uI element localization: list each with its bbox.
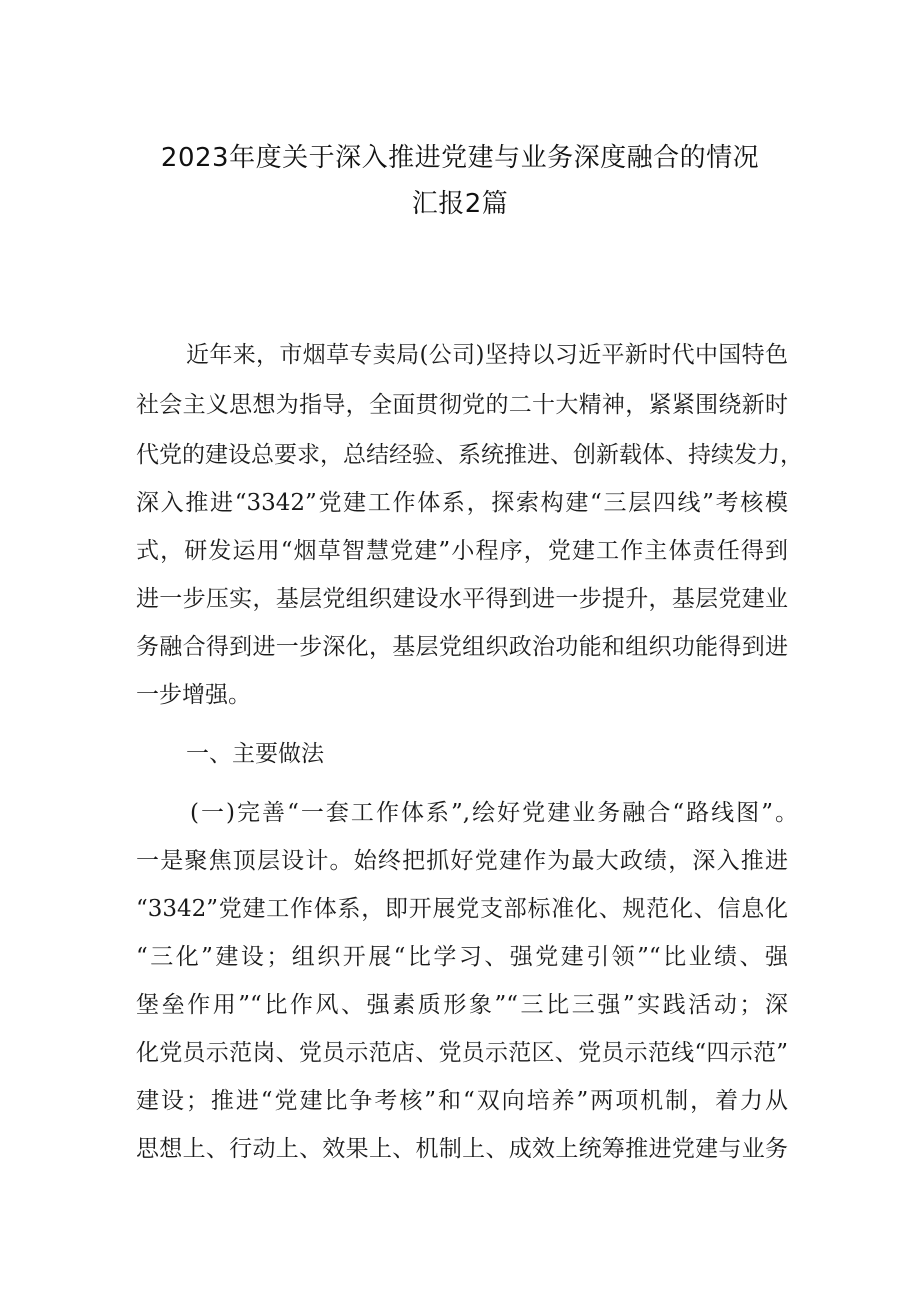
paragraph-line: 堡垒作用”“比作风、强素质形象”“三比三强”实践活动；深 [136, 992, 788, 1018]
subsection-heading-line: (一)完善“一套工作体系”,绘好党建业务融合“路线图”。 [190, 800, 798, 826]
paragraph-line: 式，研发运用“烟草智慧党建”小程序，党建工作主体责任得到 [136, 538, 788, 564]
paragraph-line: 进一步压实，基层党组织建设水平得到进一步提升，基层党建业 [136, 586, 788, 612]
paragraph-line: 务融合得到进一步深化，基层党组织政治功能和组织功能得到进 [136, 634, 788, 660]
paragraph-line: 近年来，市烟草专卖局(公司)坚持以习近平新时代中国特色 [186, 342, 788, 368]
document-title-line-2: 汇报2篇 [411, 189, 509, 219]
paragraph-line: 一步增强。 [136, 682, 251, 708]
paragraph-line: 代党的建设总要求，总结经验、系统推进、创新载体、持续发力， [136, 442, 803, 468]
paragraph-line: 社会主义思想为指导，全面贯彻党的二十大精神，紧紧围绕新时 [136, 392, 788, 418]
paragraph-line: 思想上、行动上、效果上、机制上、成效上统筹推进党建与业务 [136, 1136, 788, 1162]
paragraph-line: 深入推进“3342”党建工作体系，探索构建“三层四线”考核模 [136, 490, 788, 516]
section-heading: 一、主要做法 [186, 741, 324, 767]
document-title-line-1: 2023年度关于深入推进党建与业务深度融合的情况 [160, 143, 760, 173]
paragraph-line: 一是聚焦顶层设计。始终把抓好党建作为最大政绩，深入推进 [136, 848, 788, 874]
paragraph-line: “3342”党建工作体系，即开展党支部标准化、规范化、信息化 [136, 896, 788, 922]
paragraph-line: 建设；推进“党建比争考核”和“双向培养”两项机制，着力从 [136, 1088, 788, 1114]
paragraph-line: 化党员示范岗、党员示范店、党员示范区、党员示范线“四示范” [136, 1040, 788, 1066]
paragraph-line: “三化”建设；组织开展“比学习、强党建引领”“比业绩、强 [136, 944, 788, 970]
